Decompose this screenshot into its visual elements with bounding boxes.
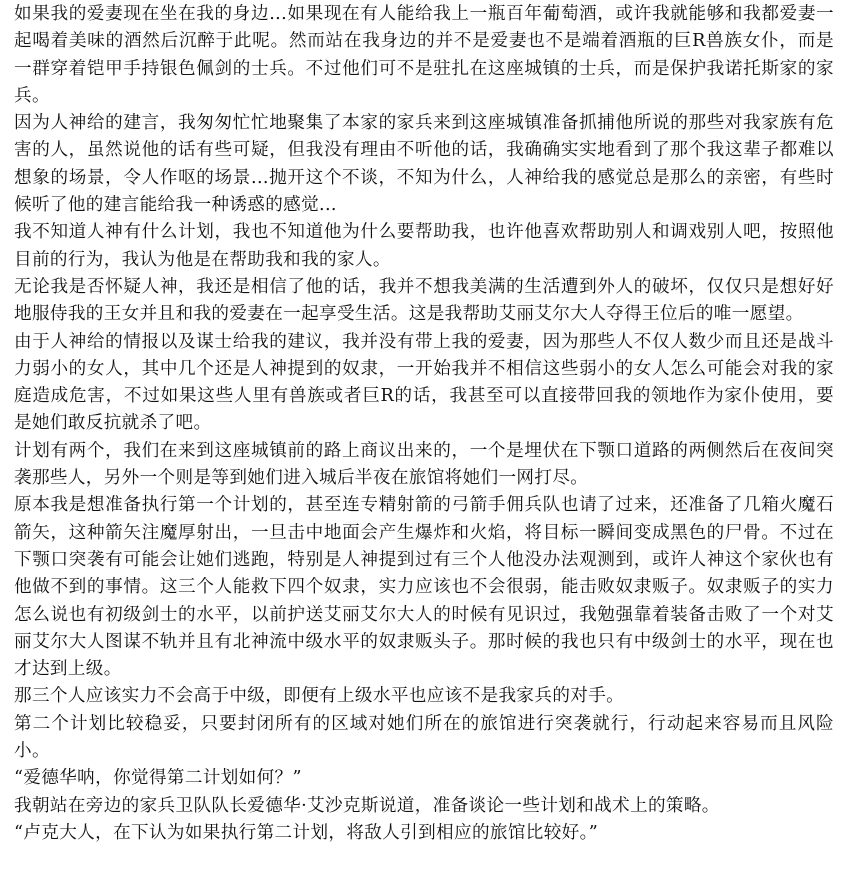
paragraph: 原本我是想准备执行第一个计划的，甚至连专精射箭的弓箭手佣兵队也请了过来，还准备了几箱火魔石箭矢，这种箭矢注魔厚射出，一旦击中地面会产生爆炸和火焰，将目标一瞬间变成黑色的尸骨。不过在下颚口突袭有可能会让她们逃跑，特别是人神提到过有三个人他没办法观测到，或许人神这个家伙也有他做不到的事情。这三个人能救下四个奴隶，实力应该也不会很弱，能击败奴隶贩子。奴隶贩子的实力怎么说也有初级剑士的水平，以前护送艾丽艾尔大人的时候有见识过，我勉强靠着装备击败了一个对艾丽艾尔大人图谋不轨并且有北神流中级水平的奴隶贩头子。那时候的我也只有中级剑士的水平，现在也才达到上级。 [14, 495, 834, 680]
dialogue-line: “爱德华呐，你觉得第二计划如何？” [14, 768, 302, 789]
paragraph: 计划有两个，我们在来到这座城镇前的路上商议出来的，一个是埋伏在下颚口道路的两侧然后在夜间突袭那些人，另外一个则是等到她们进入城后半夜在旅馆将她们一网打尽。 [14, 440, 834, 489]
dialogue-line: “卢克大人，在下认为如果执行第二计划，将敌人引到相应的旅馆比较好。” [14, 822, 599, 843]
paragraph: 我不知道人神有什么计划，我也不知道他为什么要帮助我，也许他喜欢帮助别人和调戏别人吧，按照他目前的行为，我认为他是在帮助我和我的家人。 [14, 222, 834, 270]
paragraph: 因为人神给的建言，我匆匆忙忙地聚集了本家的家兵来到这座城镇准备抓捕他所说的那些对我家族有危害的人，虽然说他的话有些可疑，但我没有理由不听他的话，我确确实实地看到了那个我这辈子都难以想象的场景，令人作呕的场景...抛开这个不谈，不知为什么，人神给我的感觉总是那么的亲密，有些时候听了他的建言能给我一种诱惑的感觉... [14, 113, 834, 216]
paragraph: 第二个计划比较稳妥，只要封闭所有的区域对她们所在的旅馆进行突袭就行，行动起来容易而且风险小。 [14, 713, 834, 762]
paragraph: 由于人神给的情报以及谋士给我的建议，我并没有带上我的爱妻，因为那些人不仅人数少而且还是战斗力弱小的女人，其中几个还是人神提到的奴隶，一开始我并不相信这些弱小的女人怎么可能会对我的家庭造成危害，不过如果这些人里有兽族或者巨R的话，我甚至可以直接带回我的领地作为家仆使用，要是她们敢反抗就杀了吧。 [14, 331, 834, 434]
paragraph: 如果我的爱妻现在坐在我的身边...如果现在有人能给我上一瓶百年葡萄酒，或许我就能够和我都爱妻一起喝着美味的酒然后沉醉于此呢。然而站在我身边的并不是爱妻也不是端着酒瓶的巨R兽族女仆，而是一群穿着铠甲手持银色佩剑的士兵。不过他们可不是驻扎在这座城镇的士兵，而是保护我诺托斯家的家兵。 [14, 4, 834, 106]
paragraph: 无论我是否怀疑人神，我还是相信了他的话，我并不想我美满的生活遭到外人的破坏，仅仅只是想好好地服侍我的王女并且和我的爱妻在一起享受生活。这是我帮助艾丽艾尔大人夺得王位后的唯一愿望。 [14, 276, 834, 325]
paragraph: 我朝站在旁边的家兵卫队队长爱德华·艾沙克斯说道，准备谈论一些计划和战术上的策略。 [14, 795, 720, 816]
paragraph: 那三个人应该实力不会高于中级，即便有上级水平也应该不是我家兵的对手。 [14, 686, 625, 707]
